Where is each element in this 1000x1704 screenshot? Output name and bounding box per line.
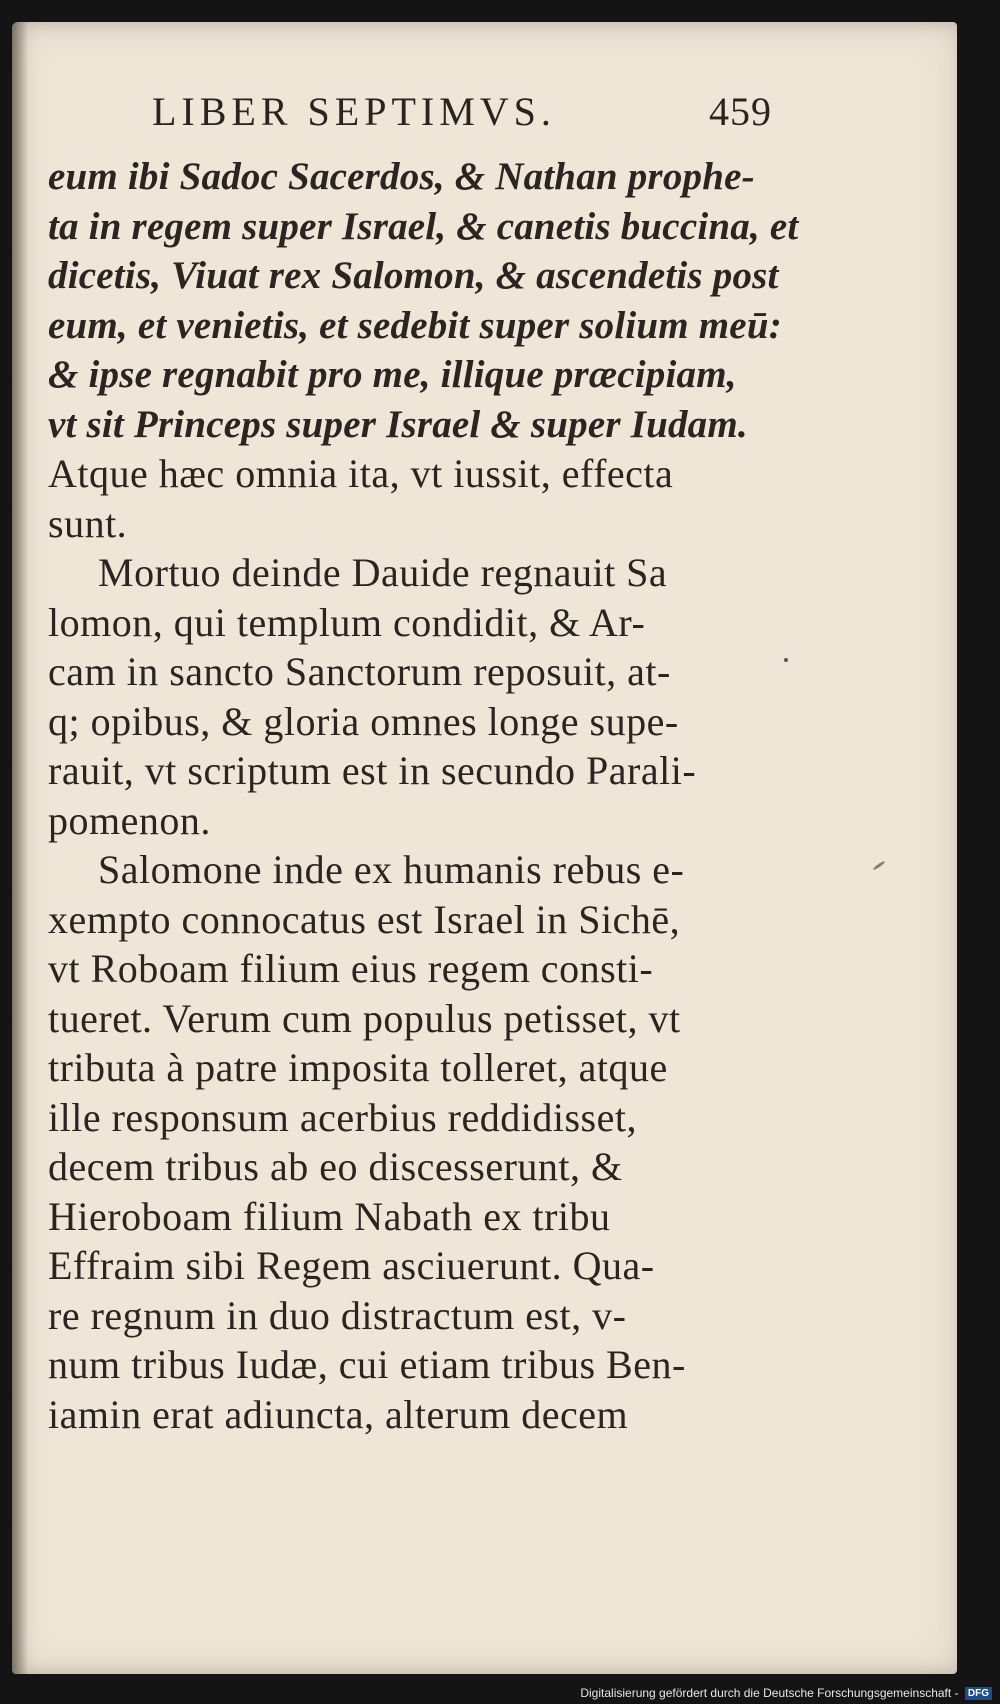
text-line: Effraim sibi Regem asciuerunt. Qua- [48, 1243, 655, 1288]
text-line: xempto connocatus est Israel in Sichē, [48, 896, 681, 942]
ink-speck [784, 658, 788, 662]
body-text [48, 152, 799, 1439]
text-line: ille responsum acerbius reddidisset, [48, 1094, 637, 1140]
paragraph-3 [48, 845, 783, 1439]
page-number: 459 [709, 89, 772, 134]
book-page [12, 22, 957, 1674]
text-line: lomon, qui templum condidit, & Ar- [48, 599, 646, 645]
text-line: vt sit Princeps super Israel & super Iudam. [48, 402, 748, 446]
ink-speck [872, 860, 885, 870]
text-line: cam in sancto Sanctorum reposuit, at- [48, 649, 671, 694]
italic-quotation [48, 152, 799, 449]
text-line: Mortuo deinde Dauide regnauit Sa [98, 550, 668, 595]
text-line: iamin erat adiuncta, alterum decem [48, 1391, 629, 1437]
running-title: LIBER SEPTIMVS. [152, 89, 556, 134]
text-line: decem tribus ab eo discesserunt, & [48, 1144, 623, 1189]
text-line: q; opibus, & gloria omnes longe supe- [48, 698, 679, 744]
credit-text: Digitalisierung gefördert durch die Deutsche Forschungsgemeinschaft - [580, 1685, 959, 1700]
text-line: Hieroboam filium Nabath ex tribu [48, 1193, 611, 1239]
text-line: Atque hæc omnia ita, vt iussit, effecta [48, 451, 674, 496]
text-line: sunt. [48, 500, 128, 546]
digitization-credit [580, 1686, 992, 1700]
text-line: eum ibi Sadoc Sacerdos, & Nathan prophe- [48, 155, 755, 198]
text-line: & ipse regnabit pro me, illique præcipiam, [48, 353, 737, 396]
text-line: re regnum in duo distractum est, v- [48, 1292, 627, 1338]
text-line: dicetis, Viuat rex Salomon, & ascendetis post [48, 254, 779, 297]
text-line: ta in regem super Israel, & canetis buccina, et [48, 204, 799, 248]
text-line: Salomone inde ex humanis rebus e- [98, 847, 685, 892]
text-line: num tribus Iudæ, cui etiam tribus Ben- [48, 1342, 686, 1387]
running-header [152, 88, 772, 148]
page-gutter-shadow [12, 22, 28, 1674]
paragraph-2 [48, 548, 783, 845]
text-line: eum, et venietis, et sedebit super solium meū: [48, 303, 782, 347]
text-line: vt Roboam filium eius regem consti- [48, 946, 654, 991]
text-line: tributa à patre imposita tolleret, atque [48, 1045, 668, 1090]
text-line: tueret. Verum cum populus petisset, vt [48, 995, 681, 1041]
text-line: pomenon. [48, 797, 211, 843]
paragraph-1 [48, 449, 783, 548]
text-line: rauit, vt scriptum est in secundo Parali- [48, 748, 697, 793]
dfg-logo: DFG [965, 1687, 992, 1700]
